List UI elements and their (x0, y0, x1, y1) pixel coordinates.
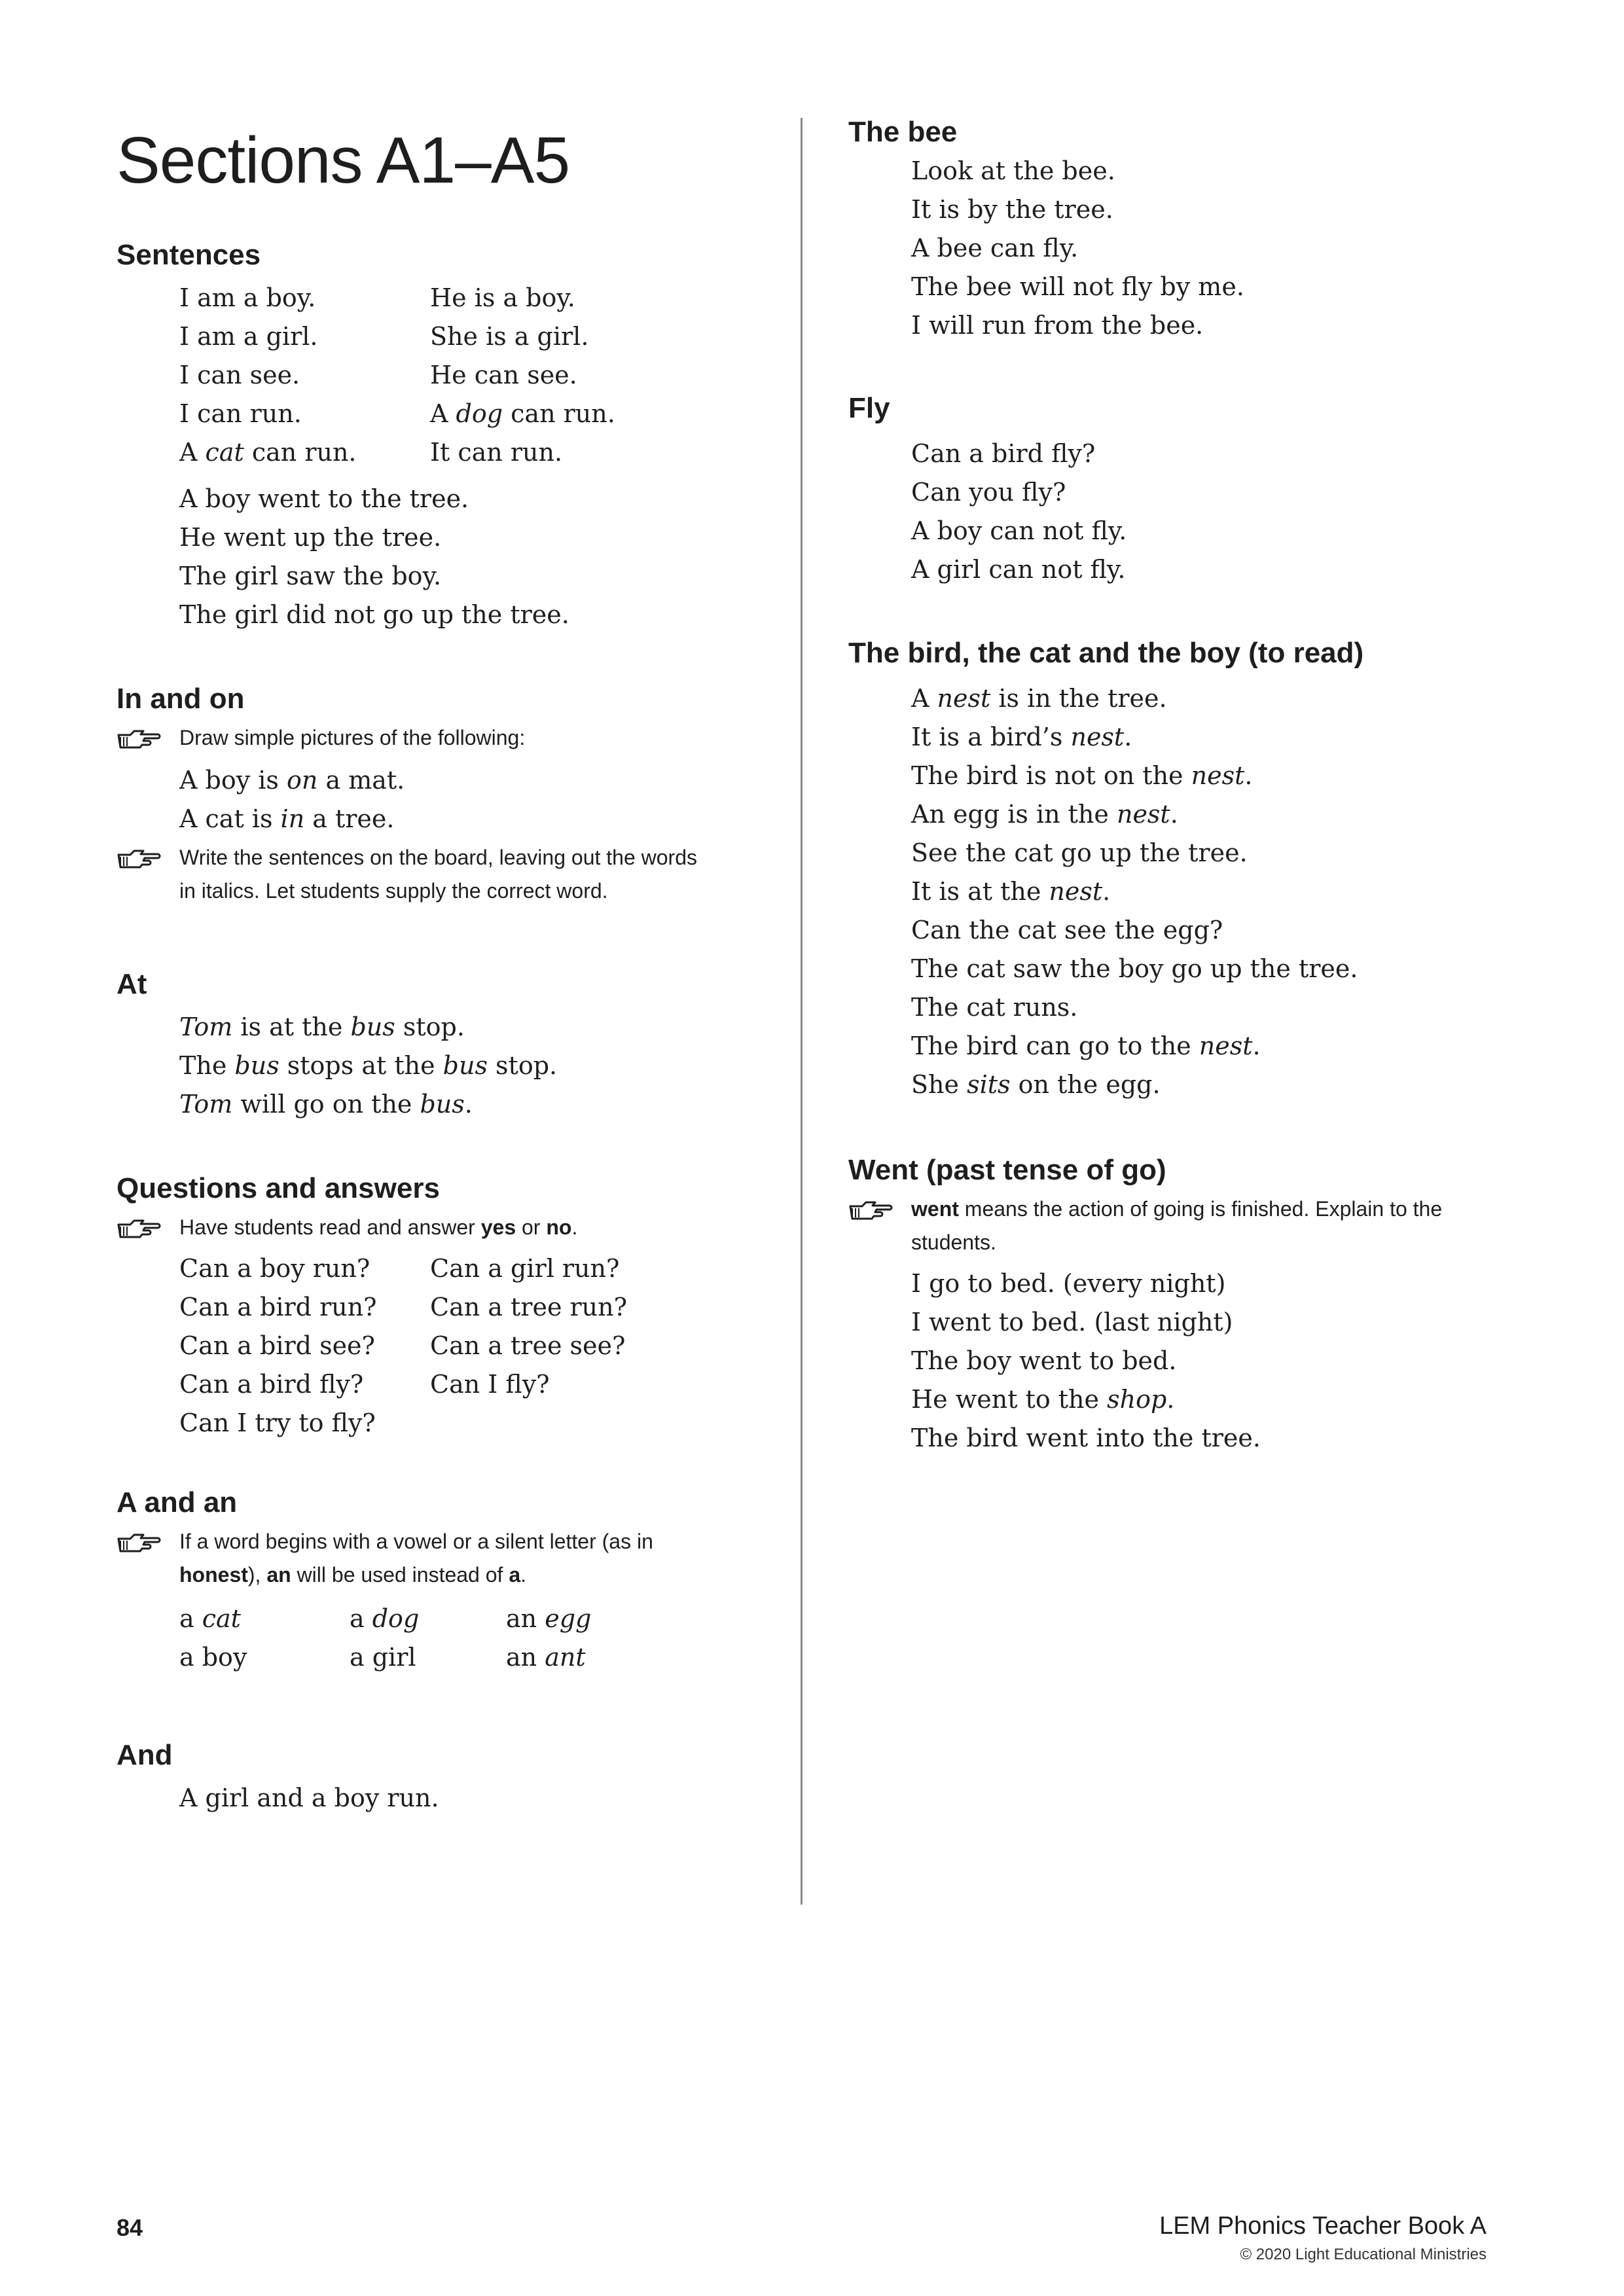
section-bird-cat-boy (848, 634, 1536, 1104)
question-text: Can a bird see? (179, 1331, 375, 1360)
note-text: went means the action of going is finished. Explain to the (911, 1197, 1443, 1221)
example-lines (848, 1265, 1536, 1458)
question-text: Can a tree see? (430, 1331, 626, 1360)
article-example: a girl (350, 1643, 416, 1672)
copyright-notice: © 2020 Light Educational Ministries (1240, 2246, 1487, 2263)
question-text: Can a girl run? (430, 1254, 620, 1283)
sentence-text: Can the cat see the egg? (911, 916, 1223, 944)
sentence-text: I can run. (179, 399, 302, 428)
teacher-note (117, 1211, 784, 1244)
articles-grid (117, 1600, 784, 1677)
article-example: an egg (506, 1604, 592, 1633)
sentence-text: He went to the shop. (911, 1385, 1175, 1414)
sentences-paragraph (117, 480, 784, 634)
sentence-text: He can see. (430, 361, 577, 389)
sentence-text: The bird is not on the nest. (911, 761, 1253, 790)
sentence-text: An egg is in the nest. (911, 800, 1178, 829)
teacher-note (117, 1525, 784, 1592)
sentence-text: The bus stops at the bus stop. (179, 1051, 558, 1080)
sentences-grid (117, 279, 784, 472)
sentence-text: A boy can not fly. (911, 516, 1127, 545)
sentence-text: Can a bird fly? (911, 439, 1096, 468)
section-went (848, 1151, 1536, 1458)
book-title: LEM Phonics Teacher Book A (1159, 2212, 1487, 2240)
sentence-text: See the cat go up the tree. (911, 838, 1248, 867)
note-text: in italics. Let students supply the correct word. (179, 879, 608, 903)
note-text: Have students read and answer yes or no. (179, 1215, 578, 1239)
section-sentences (117, 236, 784, 634)
sentence-text: The cat runs. (911, 993, 1078, 1022)
section-a-and-an (117, 1483, 784, 1677)
note-text: If a word begins with a vowel or a silent letter (as in (179, 1530, 653, 1553)
question-text: Can I fly? (430, 1370, 550, 1399)
sentence-text: It can run. (430, 438, 563, 467)
section-heading: A and an (117, 1486, 238, 1518)
section-heading: The bee (848, 116, 958, 148)
sentence-text: A bee can fly. (911, 234, 1079, 262)
sentence-text: A dog can run. (430, 399, 615, 428)
note-text: students. (911, 1230, 996, 1254)
example-lines (117, 761, 784, 838)
sentence-text: She is a girl. (430, 322, 589, 351)
example-lines (848, 435, 1536, 589)
question-text: Can I try to fly? (179, 1408, 376, 1437)
sentence-text: The bird can go to the nest. (911, 1031, 1261, 1060)
sentence-text: He went up the tree. (179, 523, 442, 552)
sentence-text: The cat saw the boy go up the tree. (911, 954, 1358, 983)
sentence-text: The girl saw the boy. (179, 562, 442, 590)
sentence-text: A cat is in a tree. (179, 804, 395, 833)
sentence-text: The girl did not go up the tree. (179, 600, 569, 629)
question-text: Can a tree run? (430, 1293, 627, 1321)
sentence-text: A girl and a boy run. (179, 1784, 439, 1812)
sentence-text: He is a boy. (430, 283, 575, 312)
sentence-text: A cat can run. (179, 438, 357, 467)
sentence-text: It is at the nest. (911, 877, 1111, 906)
teacher-note (117, 841, 784, 908)
question-text: Can a boy run? (179, 1254, 370, 1283)
section-and (117, 1736, 784, 1818)
section-in-and-on (117, 679, 784, 908)
question-text (430, 1404, 626, 1443)
sentence-text: Can you fly? (911, 478, 1066, 507)
section-at (117, 965, 784, 1124)
sentence-text: A nest is in the tree. (911, 684, 1167, 713)
section-heading: And (117, 1739, 173, 1771)
question-text: Can a bird fly? (179, 1370, 364, 1399)
example-lines (117, 1779, 784, 1818)
pointing-hand-icon (117, 846, 162, 870)
question-text: Can a bird run? (179, 1293, 377, 1321)
sentence-text: Tom is at the bus stop. (179, 1013, 465, 1041)
pointing-hand-icon (848, 1198, 894, 1221)
teacher-note (848, 1193, 1536, 1259)
questions-grid (117, 1249, 784, 1443)
sentence-text: Tom will go on the bus. (179, 1090, 473, 1119)
sentence-text: Look at the bee. (911, 156, 1115, 185)
sentence-text: It is by the tree. (911, 195, 1113, 224)
sentence-text: The bee will not fly by me. (911, 272, 1244, 301)
sentence-text: I will run from the bee. (911, 311, 1204, 340)
section-heading: The bird, the cat and the boy (to read) (848, 637, 1364, 669)
note-text: honest), an will be used instead of a. (179, 1563, 526, 1587)
sentence-text: I am a boy. (179, 283, 316, 312)
page-title: Sections A1–A5 (117, 124, 570, 197)
sentence-text: It is a bird’s nest. (911, 723, 1132, 751)
section-heading: At (117, 968, 147, 1000)
sentence-text: I am a girl. (179, 322, 318, 351)
article-example: a cat (179, 1604, 241, 1633)
example-lines (848, 152, 1536, 345)
section-questions (117, 1169, 784, 1443)
example-lines (848, 679, 1536, 1104)
sentence-text: I can see. (179, 361, 300, 389)
sentence-text: A boy went to the tree. (179, 484, 469, 513)
sentence-text: A girl can not fly. (911, 555, 1126, 584)
pointing-hand-icon (117, 1216, 162, 1240)
column-divider (801, 118, 803, 1905)
example-lines (117, 1008, 784, 1124)
teacher-note (117, 721, 784, 755)
note-text: Draw simple pictures of the following: (179, 726, 526, 749)
page-number: 84 (117, 2214, 143, 2241)
section-heading: Went (past tense of go) (848, 1154, 1166, 1186)
article-example: a boy (179, 1643, 247, 1672)
pointing-hand-icon (117, 1530, 162, 1554)
section-the-bee (848, 113, 1536, 345)
sentence-text: The boy went to bed. (911, 1346, 1177, 1375)
article-example: an ant (506, 1643, 586, 1672)
article-example: a dog (350, 1604, 420, 1633)
sentence-text: I go to bed. (every night) (911, 1269, 1226, 1298)
sentence-text: A boy is on a mat. (179, 766, 405, 795)
note-text: Write the sentences on the board, leaving out the words (179, 846, 697, 869)
section-heading: Fly (848, 392, 890, 424)
pointing-hand-icon (117, 726, 162, 750)
section-heading: Sentences (117, 239, 261, 271)
sentence-text: She sits on the egg. (911, 1070, 1161, 1099)
section-fly (848, 389, 1536, 589)
section-heading: Questions and answers (117, 1172, 440, 1204)
sentence-text: The bird went into the tree. (911, 1424, 1261, 1452)
section-heading: In and on (117, 683, 245, 715)
sentence-text: I went to bed. (last night) (911, 1308, 1233, 1336)
